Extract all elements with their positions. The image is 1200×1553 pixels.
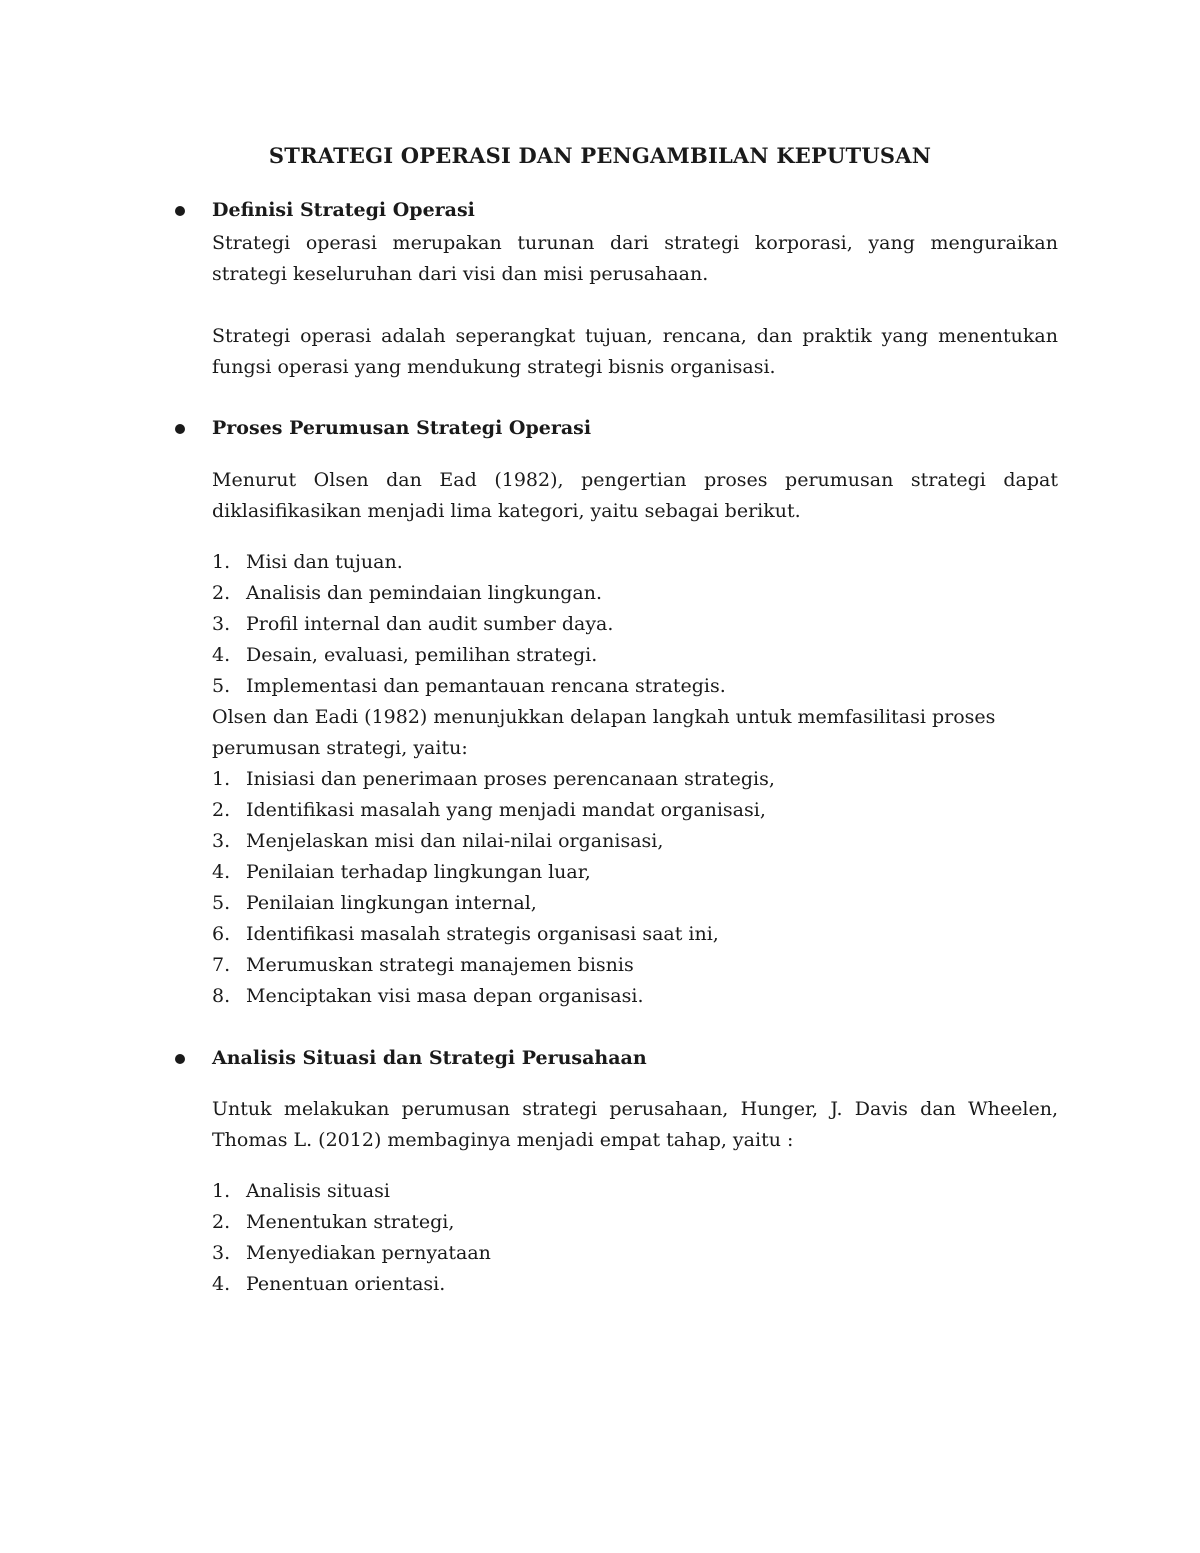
list-item: 1. Inisiasi dan penerimaan proses perencanaan strategis,	[212, 768, 775, 790]
bullet-icon	[175, 1054, 185, 1064]
list-item: 4. Desain, evaluasi, pemilihan strategi.	[212, 644, 598, 666]
numbered-list	[212, 547, 1058, 702]
list-item: 5. Penilaian lingkungan internal,	[212, 892, 537, 914]
paragraph: Strategi operasi adalah seperangkat tujuan, rencana, dan praktik yang menentukan fungsi operasi yang mendukung strategi bisnis organisasi.	[212, 325, 1058, 378]
numbered-list	[212, 764, 1058, 1012]
list-item: 3. Menjelaskan misi dan nilai-nilai organisasi,	[212, 830, 664, 852]
list-item: 5. Implementasi dan pemantauan rencana strategis.	[212, 675, 726, 697]
section-heading: Proses Perumusan Strategi Operasi	[212, 417, 592, 439]
list-item: 3. Profil internal dan audit sumber daya.	[212, 613, 614, 635]
list-item: 2. Identifikasi masalah yang menjadi mandat organisasi,	[212, 799, 766, 821]
list-item: 3. Menyediakan pernyataan	[212, 1242, 491, 1264]
list-item: 1. Misi dan tujuan.	[212, 551, 403, 573]
list-item: 4. Penilaian terhadap lingkungan luar,	[212, 861, 591, 883]
section-heading: Definisi Strategi Operasi	[212, 199, 475, 221]
bullet-icon	[175, 206, 185, 216]
list-item: 2. Analisis dan pemindaian lingkungan.	[212, 582, 603, 604]
bullet-icon	[175, 424, 185, 434]
paragraph: Menurut Olsen dan Ead (1982), pengertian proses perumusan strategi dapat diklasifikasikan menjadi lima kategori, yaitu sebagai berikut.	[212, 469, 1058, 522]
list-item: 7. Merumuskan strategi manajemen bisnis	[212, 954, 634, 976]
numbered-list	[212, 1176, 1058, 1300]
section-heading: Analisis Situasi dan Strategi Perusahaan	[212, 1047, 647, 1069]
list-item: 2. Menentukan strategi,	[212, 1211, 455, 1233]
list-item: 1. Analisis situasi	[212, 1180, 390, 1202]
paragraph: Olsen dan Eadi (1982) menunjukkan delapan langkah untuk memfasilitasi proses perumusan strategi, yaitu:	[212, 706, 996, 759]
list-item: 6. Identifikasi masalah strategis organisasi saat ini,	[212, 923, 719, 945]
paragraph: Strategi operasi merupakan turunan dari strategi korporasi, yang menguraikan strategi keseluruhan dari visi dan misi perusahaan.	[212, 232, 1058, 285]
paragraph: Untuk melakukan perumusan strategi perusahaan, Hunger, J. Davis dan Wheelen, Thomas L. (2012) membaginya menjadi empat tahap, yaitu :	[212, 1098, 1058, 1151]
list-item: 8. Menciptakan visi masa depan organisasi.	[212, 985, 644, 1007]
list-item: 4. Penentuan orientasi.	[212, 1273, 446, 1295]
document-title: STRATEGI OPERASI DAN PENGAMBILAN KEPUTUSAN	[268, 143, 932, 168]
